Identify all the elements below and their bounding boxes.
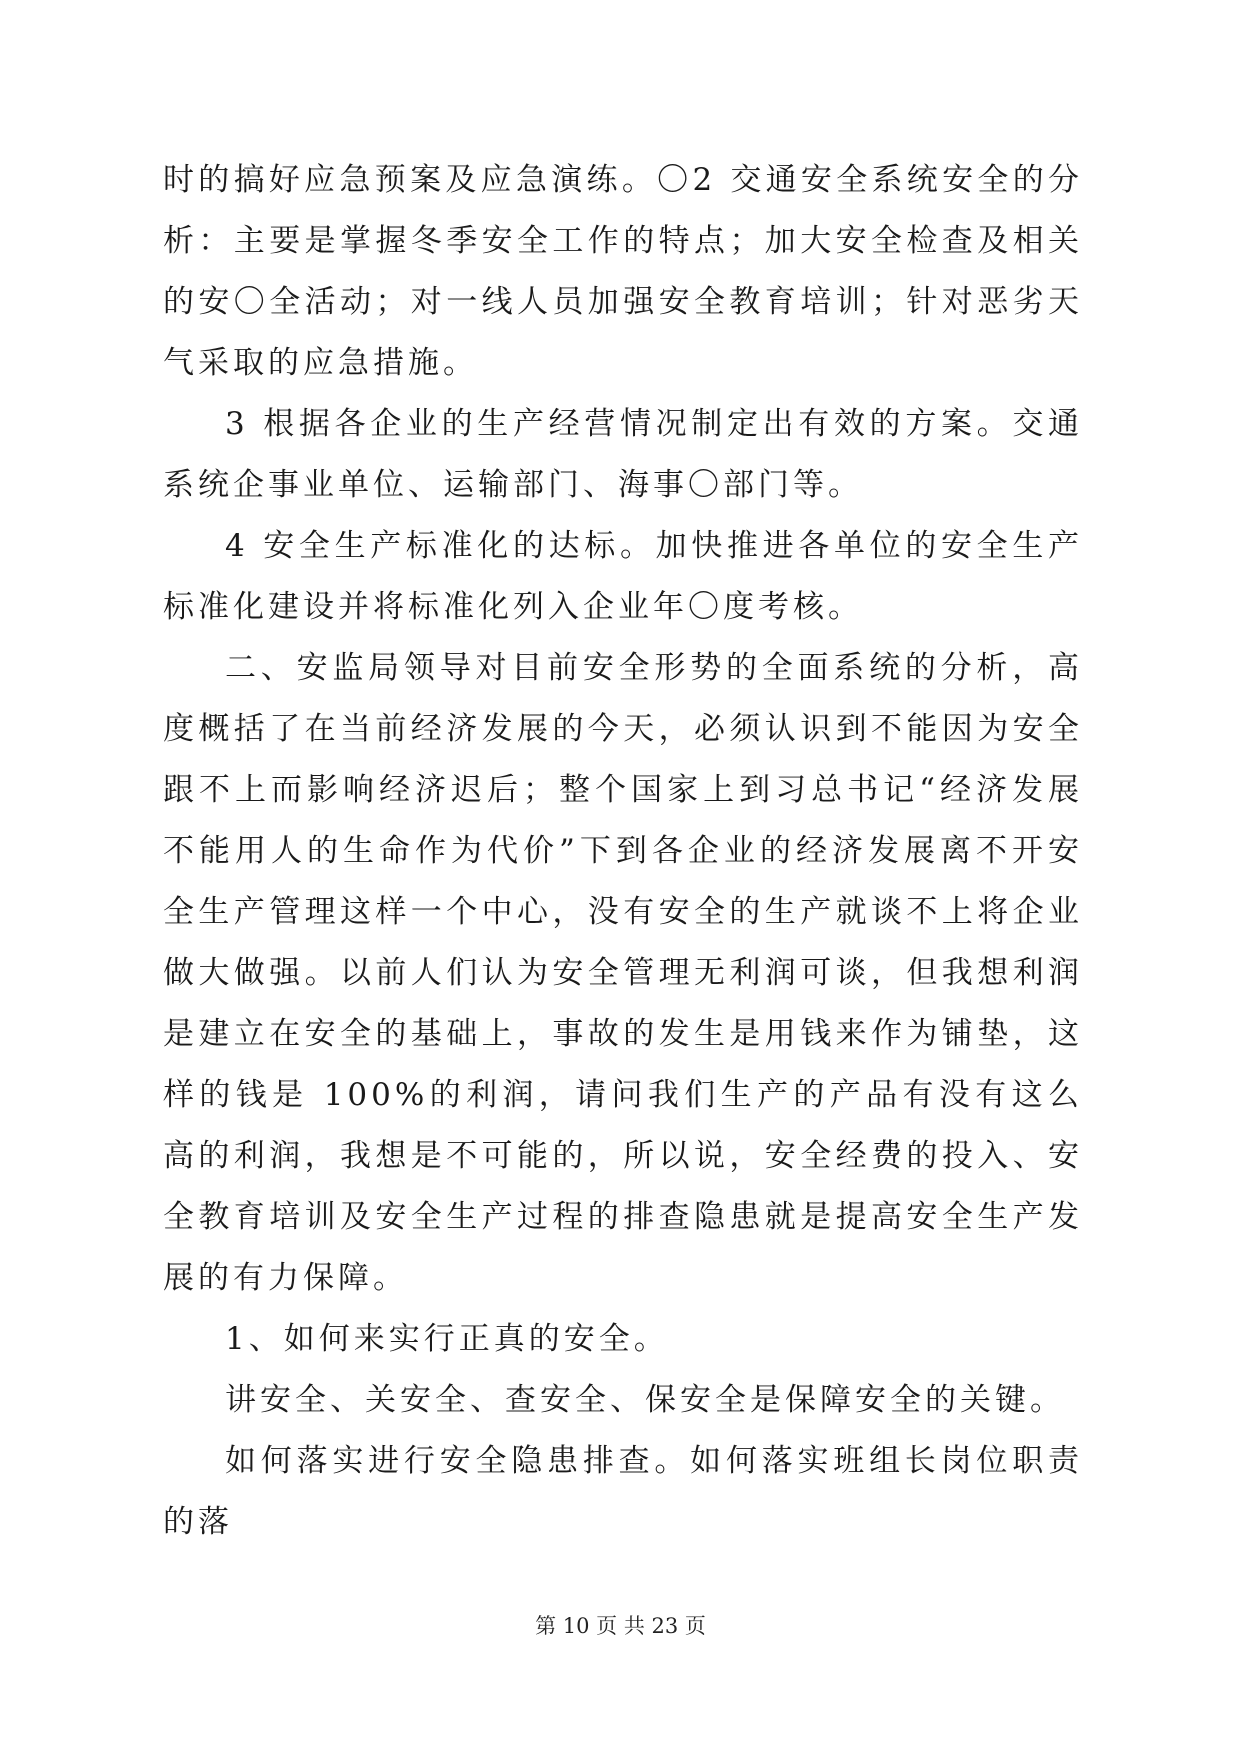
paragraph-6: 讲安全、关安全、查安全、保安全是保障安全的关键。 (225, 1382, 1065, 1418)
paragraph-3: 4 安全生产标准化的达标。加快推进各单位的安全生产标准化建设并将标准化列入企业年〇度考核。 (163, 528, 1083, 625)
paragraph-5: 1、如何来实行正真的安全。 (225, 1321, 669, 1357)
paragraph-1: 时的搞好应急预案及应急演练。〇2 交通安全系统安全的分析：主要是掌握冬季安全工作的特点；加大安全检查及相关的安〇全活动；对一线人员加强安全教育培训；针对恶劣天气采取的应急措施。 (163, 162, 1083, 381)
page-footer: 第 10 页 共 23 页 (535, 1614, 706, 1638)
paragraph-4: 二、安监局领导对目前安全形势的全面系统的分析，高度概括了在当前经济发展的今天，必须认识到不能因为安全跟不上而影响经济迟后；整个国家上到习总书记“经济发展不能用人的生命作为代价”下到各企业的经济发展离不开安全生产管理这样一个中心，没有安全的生产就谈不上将企业做大做强。以前人们认为安全管理无利润可谈，但我想利润是建立在安全的基础上，事故的发生是用钱来作为铺垫，这样的钱是 100%的利润，请问我们生产的产品有没有这么高的利润，我想是不可能的，所以说，安全经费的投入、安全教育培训及安全生产过程的排查隐患就是提高安全生产发展的有力保障。 (163, 650, 1083, 1296)
paragraph-7: 如何落实进行安全隐患排查。如何落实班组长岗位职责的落 (163, 1443, 1083, 1540)
document-body (163, 150, 1083, 1553)
paragraph-2: 3 根据各企业的生产经营情况制定出有效的方案。交通系统企事业单位、运输部门、海事〇部门等。 (163, 406, 1083, 503)
